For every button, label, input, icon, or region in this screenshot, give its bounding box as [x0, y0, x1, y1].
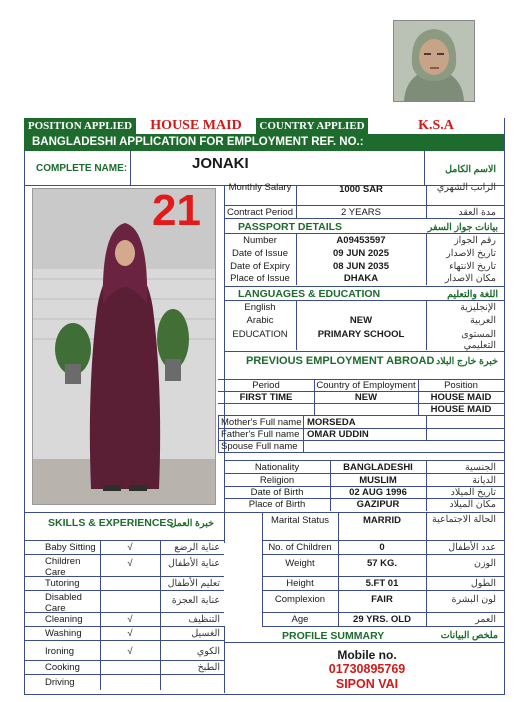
- col-country: Country of Employment: [316, 380, 416, 391]
- monthly-salary-value: 1000 SAR: [339, 184, 383, 195]
- monthly-salary-arabic: الراتب الشهري: [436, 182, 496, 193]
- employment-position-1: HOUSE MAID: [430, 392, 492, 403]
- dob-label: Date of Birth: [250, 487, 304, 498]
- previous-employment-arabic: خبرة خارج البلاد: [435, 356, 498, 367]
- passport-number-label: Number: [243, 235, 277, 246]
- height-arabic: الطول: [470, 578, 496, 589]
- complexion-value: FAIR: [371, 594, 393, 605]
- arabic-value: NEW: [349, 315, 373, 326]
- skill-washing-check: √: [127, 628, 133, 639]
- mother-name-value: MORSEDA: [307, 417, 356, 428]
- complexion-label: Complexion: [274, 594, 326, 605]
- passport-place-arabic: مكان الاصدار: [444, 273, 496, 284]
- position-bar: [24, 118, 504, 134]
- marital-status-value: MARRID: [363, 515, 401, 526]
- profile-summary-heading: PROFILE SUMMARY: [282, 630, 385, 642]
- education-arabic: المستوى التعليمي: [461, 329, 496, 351]
- skill-children-care-arabic: عناية الأطفال: [167, 558, 220, 569]
- religion-label: Religion: [259, 475, 295, 486]
- skill-cooking-arabic: الطبخ: [197, 662, 220, 673]
- skill-baby-sitting-check: √: [127, 542, 133, 553]
- english-arabic: الإنجليزية: [460, 302, 496, 313]
- dob-arabic: تاريخ الميلاد: [450, 487, 496, 498]
- pob-value: GAZIPUR: [356, 499, 400, 510]
- col-position: Position: [444, 380, 478, 391]
- mobile-number: 01730895769: [328, 662, 406, 676]
- skill-ironing-arabic: الكوي: [196, 646, 220, 657]
- contract-period-arabic: مدة العقد: [458, 207, 496, 218]
- candidate-number: 21: [152, 186, 201, 235]
- languages-heading: LANGUAGES & EDUCATION: [238, 288, 381, 300]
- children-arabic: عدد الأطفال: [448, 542, 496, 553]
- skill-cooking-label: Cooking: [45, 662, 80, 673]
- skill-cleaning-check: √: [127, 614, 133, 625]
- passport-expiry-value: 08 JUN 2035: [333, 261, 389, 272]
- pob-arabic: مكان الميلاد: [449, 499, 496, 510]
- skill-children-care-label: Children Care: [45, 556, 81, 578]
- profile-summary-arabic: ملخص البيانات: [440, 630, 498, 641]
- education-label: EDUCATION: [232, 329, 288, 340]
- contract-period-value: 2 YEARS: [341, 207, 381, 218]
- weight-arabic: الوزن: [473, 558, 496, 569]
- skill-baby-sitting-label: Baby Sitting: [45, 542, 96, 553]
- previous-employment-heading: PREVIOUS EMPLOYMENT ABROAD: [246, 355, 435, 367]
- father-name-label: Father's Full name: [221, 429, 300, 440]
- marital-status-label: Marital Status: [270, 515, 330, 526]
- age-value: 29 YRS. OLD: [353, 614, 411, 625]
- passport-issue-value: 09 JUN 2025: [333, 248, 389, 259]
- nationality-arabic: الجنسية: [465, 462, 496, 473]
- arabic-arabic: العربية: [470, 315, 496, 326]
- pob-label: Place of Birth: [248, 499, 306, 510]
- contact-name: SIPON VAI: [335, 677, 399, 691]
- skill-disabled-care-label: Disabled Care: [45, 592, 82, 614]
- passport-issue-arabic: تاريخ الاصدار: [446, 248, 496, 259]
- complexion-arabic: لون البشرة: [451, 594, 496, 605]
- passport-place-label: Place of Issue: [230, 273, 290, 284]
- nationality-value: BANGLADESHI: [343, 462, 413, 473]
- skills-heading: SKILLS & EXPERIENCES: [48, 517, 174, 529]
- weight-label: Weight: [285, 558, 315, 569]
- father-name-value: OMAR UDDIN: [307, 429, 369, 440]
- dob-value: 02 AUG 1996: [349, 487, 407, 498]
- col-period: Period: [252, 380, 280, 391]
- height-value: 5.FT 01: [365, 578, 399, 589]
- position-applied-label: POSITION APPLIED: [24, 118, 136, 134]
- skills-heading-arabic: خبرة العمل: [169, 518, 214, 529]
- skill-driving-label: Driving: [45, 677, 75, 688]
- children-label: No. of Children: [268, 542, 332, 553]
- arabic-label: Arabic: [246, 315, 274, 326]
- skill-washing-label: Washing: [45, 628, 82, 639]
- nationality-label: Nationality: [254, 462, 300, 473]
- passport-expiry-arabic: تاريخ الانتهاء: [449, 261, 496, 272]
- education-value: PRIMARY SCHOOL: [317, 329, 405, 340]
- country-applied-value: K.S.A: [418, 118, 454, 133]
- complete-name-label: COMPLETE NAME:: [36, 163, 128, 174]
- passport-number-arabic: رقم الجواز: [454, 235, 496, 246]
- contract-period-label: Contract Period: [226, 207, 293, 218]
- age-arabic: العمر: [475, 614, 496, 625]
- skill-washing-arabic: الغسيل: [191, 628, 220, 639]
- complete-name-arabic: الاسم الكامل: [445, 164, 496, 175]
- skill-disabled-care-arabic: عناية العجزة: [171, 595, 220, 606]
- skill-cleaning-label: Cleaning: [45, 614, 83, 625]
- passport-heading-arabic: بيانات جواز السفر: [427, 222, 498, 233]
- form-title: BANGLADESHI APPLICATION FOR EMPLOYMENT REF. NO.:: [24, 134, 504, 151]
- mother-name-label: Mother's Full name: [221, 417, 302, 428]
- skill-ironing-label: Ironing: [45, 646, 75, 657]
- employment-country-1: NEW: [354, 392, 378, 403]
- skill-cleaning-arabic: التنظيف: [188, 614, 220, 625]
- position-applied-value: HOUSE MAID: [150, 118, 242, 133]
- spouse-name-label: Spouse Full name: [221, 441, 298, 452]
- passport-number-value: A09453597: [336, 235, 386, 246]
- height-label: Height: [286, 578, 314, 589]
- marital-status-arabic: الحالة الاجتماعية: [432, 514, 496, 525]
- passport-issue-label: Date of Issue: [232, 248, 288, 259]
- monthly-salary-label: Monthly Salary: [228, 182, 292, 193]
- passport-place-value: DHAKA: [343, 273, 379, 284]
- children-value: 0: [379, 542, 385, 553]
- weight-value: 57 KG.: [366, 558, 398, 569]
- complete-name-value: JONAKI: [192, 155, 249, 172]
- passport-heading: PASSPORT DETAILS: [238, 221, 343, 233]
- passport-expiry-label: Date of Expiry: [230, 261, 290, 272]
- employment-position-2: HOUSE MAID: [430, 404, 492, 415]
- contact-block: [302, 648, 432, 692]
- country-applied-label: COUNTRY APPLIED: [256, 118, 368, 134]
- employment-period-1: FIRST TIME: [239, 392, 293, 403]
- languages-heading-arabic: اللغة والتعليم: [447, 289, 498, 300]
- mobile-label: Mobile no.: [337, 648, 397, 662]
- english-label: English: [244, 302, 276, 313]
- portrait-photo: [393, 20, 475, 102]
- age-label: Age: [291, 614, 309, 625]
- religion-value: MUSLIM: [359, 475, 397, 486]
- skill-children-care-check: √: [127, 558, 133, 569]
- religion-arabic: الديانة: [472, 475, 496, 486]
- skill-baby-sitting-arabic: عناية الرضع: [174, 542, 220, 553]
- skill-ironing-check: √: [127, 646, 133, 657]
- skill-tutoring-arabic: تعليم الأطفال: [167, 578, 220, 589]
- skill-tutoring-label: Tutoring: [45, 578, 80, 589]
